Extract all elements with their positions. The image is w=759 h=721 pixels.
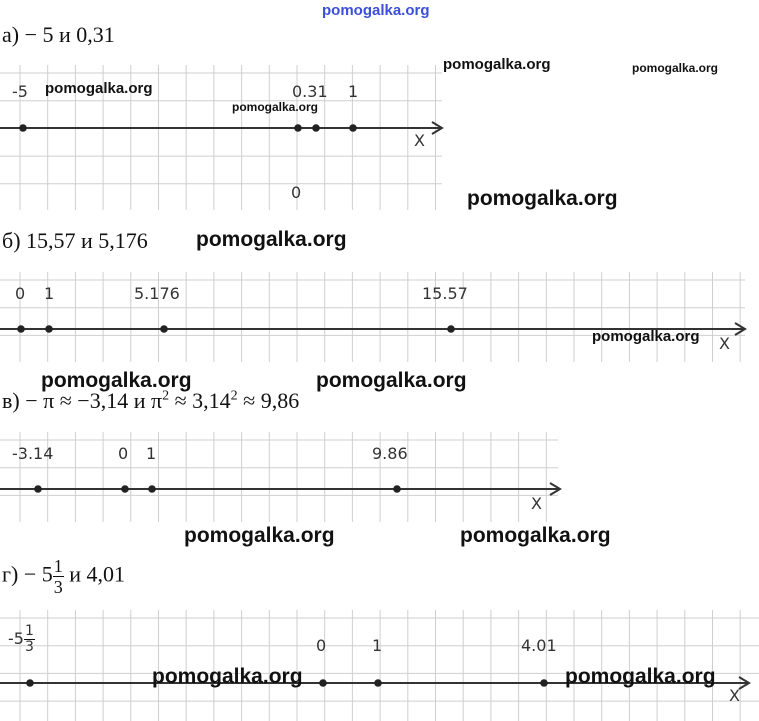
- section-a-point: [19, 124, 27, 132]
- section-a-point: [312, 124, 320, 132]
- watermark: pomogalka.org: [184, 524, 335, 547]
- section-b-tick-label-1: 1: [44, 284, 55, 303]
- section-v-sup2: 2: [230, 388, 238, 404]
- section-b-axis-label: X: [719, 334, 730, 353]
- section-g-suffix: и 4,01: [63, 561, 126, 587]
- watermark: pomogalka.org: [460, 524, 611, 547]
- section-a-tick-label-minus5: -5: [12, 82, 28, 101]
- section-b-tick-label-0: 0: [15, 284, 26, 303]
- section-a-title: а) − 5 и 0,31: [2, 22, 115, 47]
- watermark: pomogalka.org: [592, 328, 700, 345]
- watermark: pomogalka.org: [232, 100, 319, 114]
- section-g-point: [540, 679, 548, 687]
- section-v-suffix: ≈ 9,86: [237, 388, 300, 413]
- section-v-axis-label: X: [531, 494, 542, 513]
- section-g-tick-frac-den: 3: [24, 639, 34, 655]
- watermark: pomogalka.org: [152, 665, 303, 688]
- watermark: pomogalka.org: [316, 369, 467, 392]
- section-g-frac-den: 3: [53, 577, 63, 597]
- section-g-axis-label: X: [729, 686, 740, 705]
- section-b-point: [160, 325, 168, 333]
- section-g-tick-label-minus5-1-3: [8, 624, 35, 655]
- section-g-tick-whole: -5: [8, 629, 24, 648]
- watermark: pomogalka.org: [565, 665, 716, 688]
- section-g-tick-frac-num: 1: [24, 623, 34, 639]
- section-b-title: б) 15,57 и 5,176: [2, 228, 148, 253]
- section-b-point: [17, 325, 25, 333]
- section-v-tick-label-9-86: 9.86: [372, 444, 408, 463]
- section-g-point: [374, 679, 382, 687]
- watermark: pomogalka.org: [467, 187, 618, 210]
- section-a-axis-label: X: [414, 131, 425, 150]
- section-a-tick-label-1: 1: [348, 82, 359, 101]
- section-g-point: [319, 679, 327, 687]
- section-a-point: [349, 124, 357, 132]
- section-a-point: [294, 124, 302, 132]
- watermark: pomogalka.org: [45, 80, 153, 97]
- watermark: pomogalka.org: [443, 56, 551, 73]
- section-g-fraction: [53, 556, 64, 597]
- section-b-point: [45, 325, 53, 333]
- section-g-tick-label-1: 1: [372, 636, 383, 655]
- watermark: pomogalka.org: [196, 228, 347, 251]
- section-v-tick-label-1: 1: [146, 444, 157, 463]
- section-g-tick-label-0: 0: [316, 636, 327, 655]
- section-g-title: [2, 556, 125, 597]
- section-b-tick-label-5-176: 5.176: [134, 284, 180, 303]
- section-g-tick-label-4-01: 4.01: [521, 636, 557, 655]
- section-a-tick-label-0: 0: [291, 183, 302, 202]
- section-v-tick-label-minus3-14: -3.14: [12, 444, 54, 463]
- section-b-point: [447, 325, 455, 333]
- header-watermark: pomogalka.org: [322, 2, 430, 19]
- watermark: pomogalka.org: [632, 61, 719, 75]
- section-g-prefix: г) − 5: [2, 561, 53, 587]
- section-g-frac-num: 1: [53, 556, 63, 576]
- section-v-prefix: в) − π ≈ −3,14 и π: [2, 388, 163, 413]
- watermark: pomogalka.org: [41, 369, 192, 392]
- section-g-point: [26, 679, 34, 687]
- section-v-sup1: 2: [162, 388, 170, 404]
- section-v-point: [34, 485, 42, 493]
- section-a-tick-label-0-31: 0.31: [292, 82, 328, 101]
- section-v-tick-label-0: 0: [118, 444, 129, 463]
- section-v-mid: ≈ 3,14: [169, 388, 231, 413]
- section-v-point: [121, 485, 129, 493]
- section-v-point: [393, 485, 401, 493]
- section-b-tick-label-15-57: 15.57: [422, 284, 468, 303]
- section-v-point: [148, 485, 156, 493]
